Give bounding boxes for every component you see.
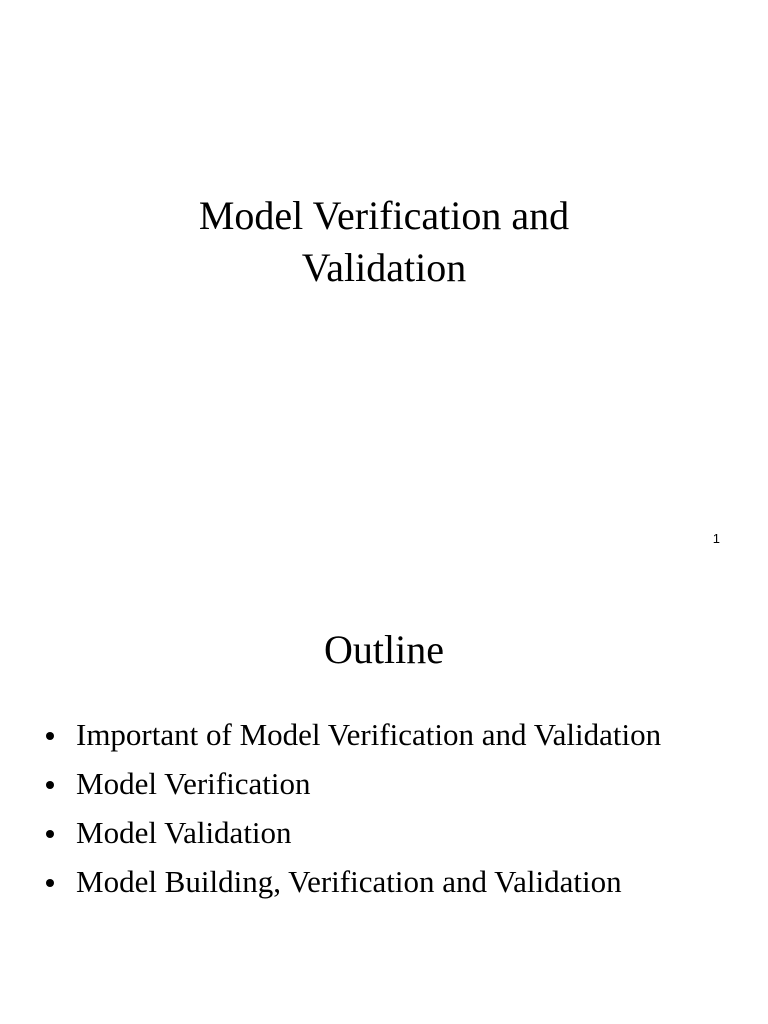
outline-slide — [0, 570, 768, 1024]
outline-item — [46, 715, 726, 755]
outline-item — [46, 813, 726, 853]
outline-item-text: Important of Model Verification and Validation — [76, 717, 662, 752]
slide-title-line-1: Model Verification and — [198, 193, 570, 238]
bullet-icon — [46, 781, 54, 789]
slide-title-line-2: Validation — [301, 245, 467, 290]
bullet-icon — [46, 830, 54, 838]
outline-item-text: Model Validation — [76, 815, 292, 850]
outline-list — [46, 715, 726, 911]
outline-item — [46, 764, 726, 804]
slide-title — [0, 190, 768, 294]
slide-page-number: 1 — [712, 531, 720, 546]
outline-item — [46, 862, 726, 902]
outline-title: Outline — [324, 627, 444, 672]
outline-item-text: Model Building, Verification and Validation — [76, 864, 622, 899]
bullet-icon — [46, 879, 54, 887]
outline-item-text: Model Verification — [76, 766, 311, 801]
bullet-icon — [46, 732, 54, 740]
